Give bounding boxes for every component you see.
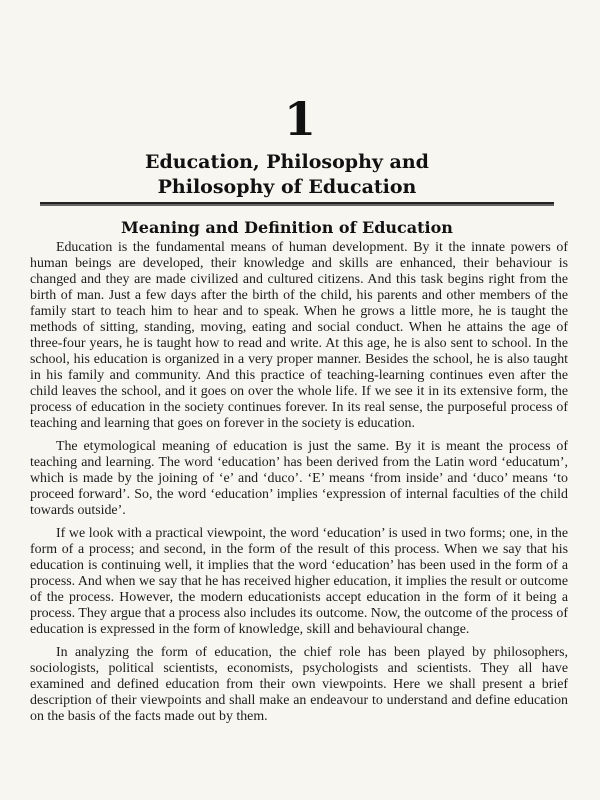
chapter-title	[0, 150, 574, 200]
section-heading: Meaning and Definition of Education	[121, 218, 453, 237]
chapter-title-line-2: Philosophy of Education	[157, 176, 417, 198]
paragraph: The etymological meaning of education is just the same. By it is meant the process of teaching and learning. The word ‘education’ has been derived from the Latin word ‘educatum’, which is made by the joining of ‘e’ and ‘duco’. ‘E’ means ‘from inside’ and ‘duco’ means ‘to proceed forward’. So, the word ‘education’ implies ‘expression of internal faculties of the child towards outside’.	[30, 439, 568, 518]
paragraph: Education is the fundamental means of human development. By it the innate powers of human beings are developed, their knowledge and skills are enhanced, their behaviour is changed and they are made civilized and cultured citizens. And this task begins right from the birth of man. Just a few days after the birth of the child, his parents and other members of the family start to teach him to hear and to speak. When he grows a little more, he is taught the methods of sitting, standing, moving, eating and social conduct. When he attains the age of three-four years, he is taught how to read and write. At this age, he is also sent to school. In the school, his education is organized in a very proper manner. Besides the school, he is also taught in his family and community. And this practice of teaching-learning continues even after the child leaves the school, and it goes on over the whole life. If we see it in its extensive form, the process of education in the society continues forever. In its real sense, the purposeful process of teaching and learning that goes on forever in the society is education.	[30, 240, 568, 431]
chapter-number: 1	[283, 92, 316, 146]
title-divider	[40, 202, 554, 204]
chapter-title-line-1: Education, Philosophy and	[145, 151, 429, 173]
paragraph: If we look with a practical viewpoint, the word ‘education’ is used in two forms; one, in the form of a process; and second, in the form of the result of this process. When we say that his education is continuing well, it implies that the word ‘education’ has been used in the form of a process. And when we say that he has received higher education, it implies the result or outcome of the process. However, the modern educationists accept education in the form of it being a process. They argue that a process also includes its outcome. Now, the outcome of the process of education is expressed in the form of knowledge, skill and behavioural change.	[30, 526, 568, 637]
body-text	[30, 240, 568, 732]
paragraph: In analyzing the form of education, the chief role has been played by philosophers, sociologists, political scientists, economists, psychologists and scientists. They all have examined and defined education from their own viewpoints. Here we shall present a brief description of their viewpoints and shall make an endeavour to understand and define education on the basis of the facts made out by them.	[30, 645, 568, 724]
